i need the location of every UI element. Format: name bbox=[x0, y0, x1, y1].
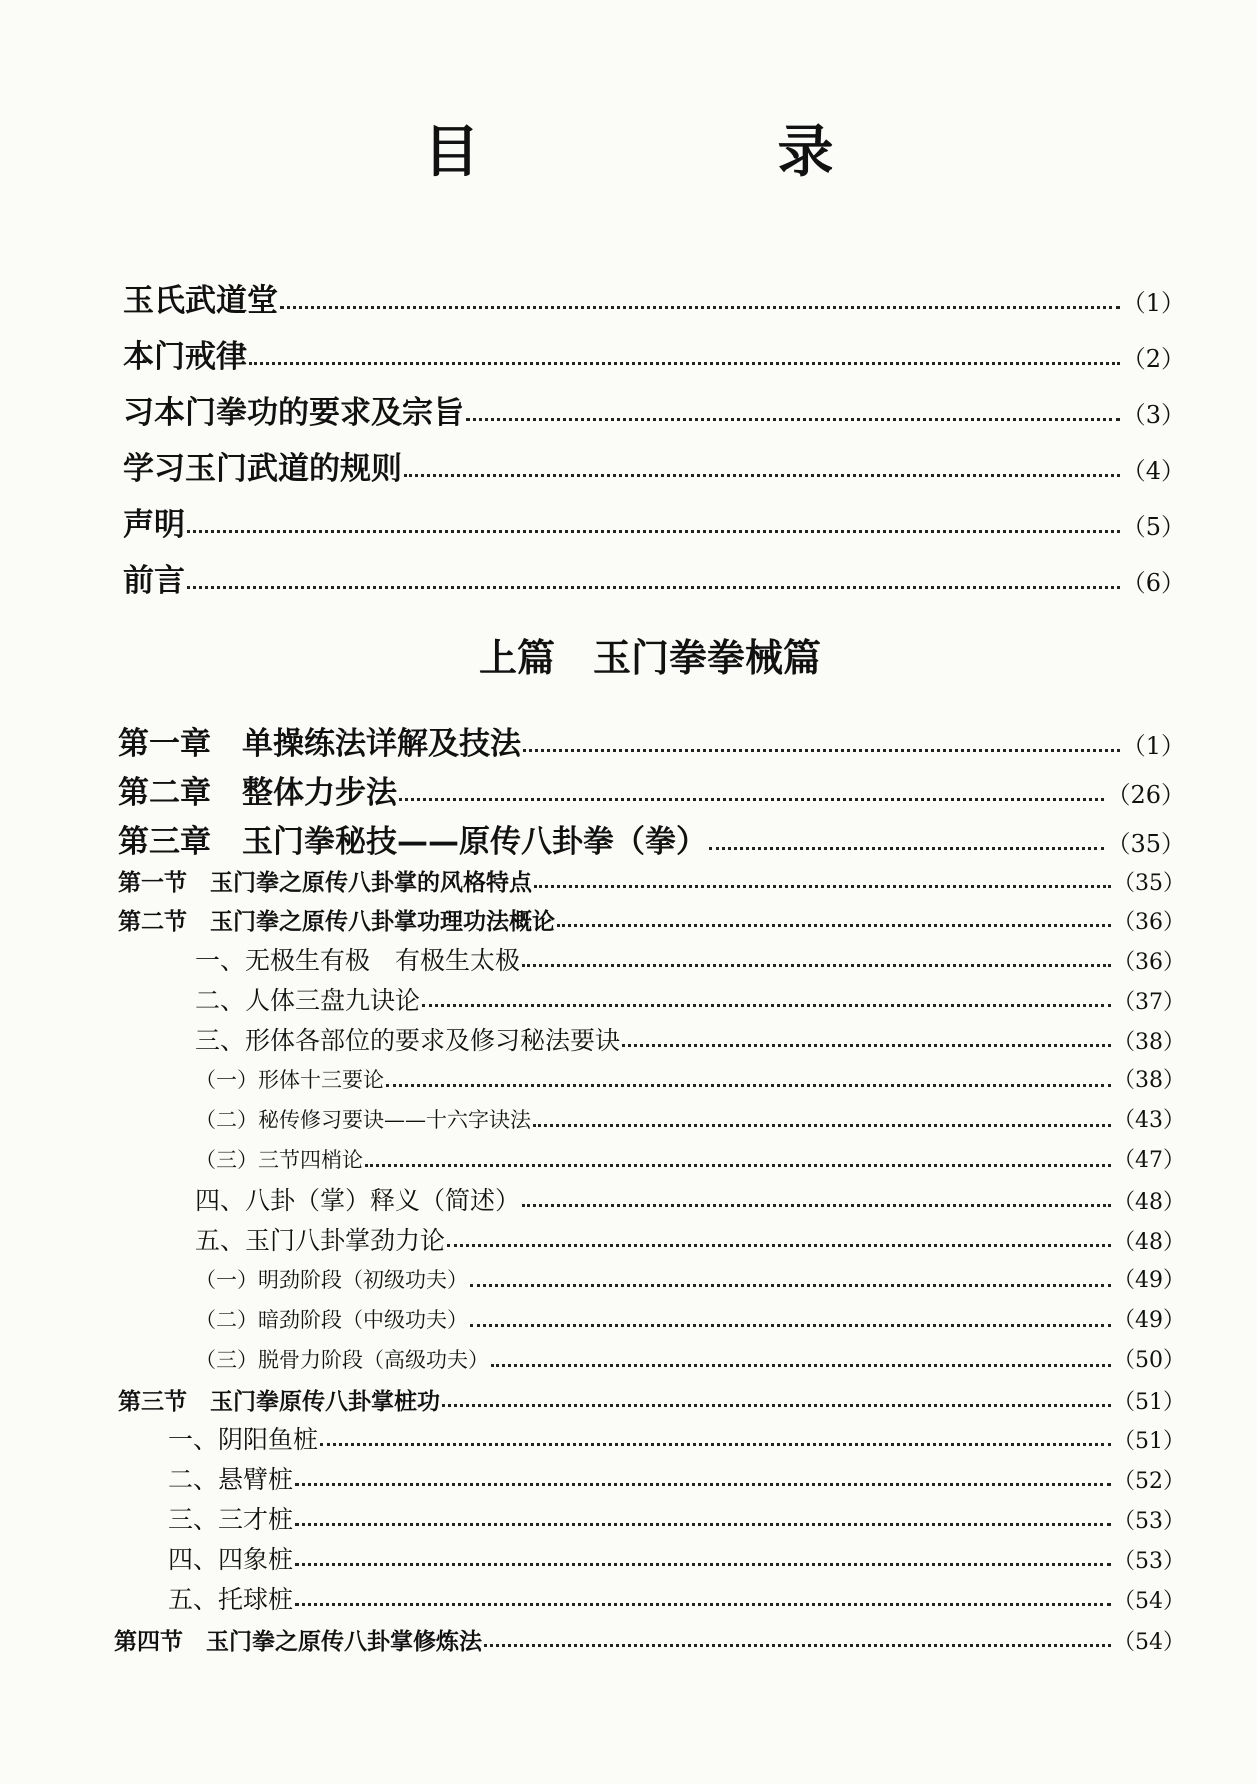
toc-entry-label: 学习玉门武道的规则 bbox=[123, 451, 402, 487]
leader-dots bbox=[522, 964, 1111, 967]
toc-entry-page: （35） bbox=[1106, 830, 1185, 858]
toc-entry-page: （37） bbox=[1113, 990, 1185, 1015]
toc-entry[interactable] bbox=[118, 903, 1185, 937]
toc-entry-page: （35） bbox=[1113, 871, 1185, 896]
toc-entry-page: （54） bbox=[1113, 1589, 1185, 1614]
toc-entry-page: （36） bbox=[1113, 910, 1185, 935]
leader-dots bbox=[320, 1443, 1111, 1446]
leader-dots bbox=[295, 1603, 1111, 1606]
toc-entry[interactable] bbox=[195, 1343, 1185, 1377]
toc-entry-label: 五、玉门八卦掌劲力论 bbox=[195, 1226, 446, 1255]
toc-entry-label: 四、八卦（掌）释义（简述） bbox=[195, 1186, 521, 1215]
toc-entry[interactable] bbox=[114, 1623, 1185, 1657]
toc-entry-label: 一、阴阳鱼桩 bbox=[168, 1425, 319, 1454]
toc-entry[interactable] bbox=[168, 1500, 1185, 1536]
toc-entry-label: （二）暗劲阶段（中级功夫） bbox=[195, 1308, 468, 1332]
toc-entry[interactable] bbox=[123, 555, 1185, 599]
toc-entry-label: （一）明劲阶段（初级功夫） bbox=[195, 1268, 468, 1292]
toc-entry-label: 第二节 玉门拳之原传八卦掌功理功法概论 bbox=[118, 909, 555, 935]
leader-dots bbox=[522, 1204, 1111, 1207]
toc-entry[interactable] bbox=[118, 767, 1185, 811]
toc-entry[interactable] bbox=[123, 387, 1185, 431]
leader-dots bbox=[484, 1644, 1111, 1647]
toc-entry-page: （2） bbox=[1121, 345, 1185, 373]
toc-entry[interactable] bbox=[168, 1460, 1185, 1496]
leader-dots bbox=[280, 306, 1120, 309]
leader-dots bbox=[442, 1404, 1111, 1407]
toc-entry-label: 习本门拳功的要求及宗旨 bbox=[123, 395, 464, 431]
toc-entry-page: （54） bbox=[1113, 1630, 1185, 1655]
toc-entry[interactable] bbox=[195, 1143, 1185, 1177]
toc-entry-page: （52） bbox=[1113, 1469, 1185, 1494]
toc-entry[interactable] bbox=[123, 331, 1185, 375]
leader-dots bbox=[557, 924, 1111, 927]
leader-dots bbox=[466, 418, 1120, 421]
toc-entry-label: 一、无极生有极 有极生太极 bbox=[195, 946, 521, 975]
toc-entry-label: 二、悬臂桩 bbox=[168, 1465, 294, 1494]
leader-dots bbox=[404, 474, 1120, 477]
toc-entry-label: 第一节 玉门拳之原传八卦掌的风格特点 bbox=[118, 870, 532, 896]
leader-dots bbox=[523, 749, 1120, 752]
toc-entry-label: 第三节 玉门拳原传八卦掌桩功 bbox=[118, 1389, 440, 1415]
leader-dots bbox=[399, 798, 1104, 801]
toc-entry-page: （1） bbox=[1121, 732, 1185, 760]
toc-entry[interactable] bbox=[195, 1021, 1185, 1057]
leader-dots bbox=[470, 1324, 1111, 1327]
toc-entry-label: 第四节 玉门拳之原传八卦掌修炼法 bbox=[114, 1629, 482, 1655]
toc-entry[interactable] bbox=[195, 1221, 1185, 1257]
toc-entry-page: （51） bbox=[1113, 1390, 1185, 1415]
toc-entry-label: 本门戒律 bbox=[123, 339, 247, 375]
leader-dots bbox=[295, 1523, 1111, 1526]
toc-entry-page: （48） bbox=[1113, 1230, 1185, 1255]
toc-entry-page: （43） bbox=[1113, 1108, 1185, 1133]
leader-dots bbox=[447, 1244, 1111, 1247]
toc-entry-label: 三、形体各部位的要求及修习秘法要诀 bbox=[195, 1026, 621, 1055]
toc-entry-page: （49） bbox=[1113, 1308, 1185, 1333]
toc-entry-label: 第二章 整体力步法 bbox=[118, 775, 397, 811]
leader-dots bbox=[533, 1124, 1111, 1127]
toc-entry[interactable] bbox=[195, 941, 1185, 977]
toc-entry-label: 声明 bbox=[123, 507, 185, 543]
toc-entry-page: （53） bbox=[1113, 1549, 1185, 1574]
toc-entry-page: （5） bbox=[1121, 513, 1185, 541]
toc-entry-label: 四、四象桩 bbox=[168, 1545, 294, 1574]
toc-entry[interactable] bbox=[195, 981, 1185, 1017]
leader-dots bbox=[386, 1084, 1111, 1087]
leader-dots bbox=[622, 1044, 1111, 1047]
toc-entry-label: （二）秘传修习要诀——十六字诀法 bbox=[195, 1108, 531, 1132]
toc-entry[interactable] bbox=[168, 1580, 1185, 1616]
part-title: 上篇 玉门拳拳械篇 bbox=[478, 636, 821, 680]
toc-entry-page: （47） bbox=[1113, 1148, 1185, 1173]
leader-dots bbox=[365, 1164, 1111, 1167]
toc-entry-page: （53） bbox=[1113, 1509, 1185, 1534]
toc-entry-page: （49） bbox=[1113, 1268, 1185, 1293]
toc-entry[interactable] bbox=[195, 1181, 1185, 1217]
toc-entry-page: （48） bbox=[1113, 1190, 1185, 1215]
toc-entry[interactable] bbox=[118, 816, 1185, 860]
toc-entry-label: 第三章 玉门拳秘技——原传八卦拳（拳） bbox=[118, 824, 707, 860]
leader-dots bbox=[249, 362, 1120, 365]
toc-entry[interactable] bbox=[123, 275, 1185, 319]
leader-dots bbox=[295, 1563, 1111, 1566]
toc-entry[interactable] bbox=[168, 1420, 1185, 1456]
toc-entry[interactable] bbox=[123, 443, 1185, 487]
toc-entry-page: （51） bbox=[1113, 1429, 1185, 1454]
leader-dots bbox=[470, 1284, 1111, 1287]
toc-entry-page: （6） bbox=[1121, 569, 1185, 597]
toc-entry-page: （50） bbox=[1113, 1348, 1185, 1373]
toc-entry-label: 玉氏武道堂 bbox=[123, 283, 278, 319]
toc-entry[interactable] bbox=[118, 718, 1185, 762]
toc-entry-label: 第一章 单操练法详解及技法 bbox=[118, 726, 521, 762]
toc-entry-label: （三）三节四梢论 bbox=[195, 1148, 363, 1172]
toc-entry[interactable] bbox=[195, 1263, 1185, 1297]
toc-entry-label: 三、三才桩 bbox=[168, 1505, 294, 1534]
toc-entry-page: （26） bbox=[1106, 781, 1185, 809]
toc-entry[interactable] bbox=[118, 1383, 1185, 1417]
toc-entry-label: 二、人体三盘九诀论 bbox=[195, 986, 421, 1015]
toc-entry[interactable] bbox=[168, 1540, 1185, 1576]
toc-entry[interactable] bbox=[195, 1103, 1185, 1137]
leader-dots bbox=[422, 1004, 1111, 1007]
toc-entry-label: 五、托球桩 bbox=[168, 1585, 294, 1614]
toc-entry-page: （38） bbox=[1113, 1068, 1185, 1093]
toc-entry[interactable] bbox=[123, 499, 1185, 543]
leader-dots bbox=[295, 1483, 1111, 1486]
leader-dots bbox=[709, 847, 1104, 850]
toc-entry[interactable] bbox=[195, 1303, 1185, 1337]
leader-dots bbox=[534, 885, 1111, 888]
toc-entry-page: （4） bbox=[1121, 457, 1185, 485]
toc-entry-label: （三）脱骨力阶段（高级功夫） bbox=[195, 1348, 489, 1372]
toc-entry[interactable] bbox=[195, 1063, 1185, 1097]
leader-dots bbox=[491, 1364, 1111, 1367]
toc-entry-page: （1） bbox=[1121, 289, 1185, 317]
leader-dots bbox=[187, 530, 1120, 533]
page-title: 目 录 bbox=[423, 120, 896, 185]
toc-entry-page: （36） bbox=[1113, 950, 1185, 975]
leader-dots bbox=[187, 586, 1120, 589]
toc-entry-label: 前言 bbox=[123, 563, 185, 599]
toc-entry-page: （3） bbox=[1121, 401, 1185, 429]
toc-entry-label: （一）形体十三要论 bbox=[195, 1068, 384, 1092]
toc-entry[interactable] bbox=[118, 864, 1185, 898]
toc-entry-page: （38） bbox=[1113, 1030, 1185, 1055]
